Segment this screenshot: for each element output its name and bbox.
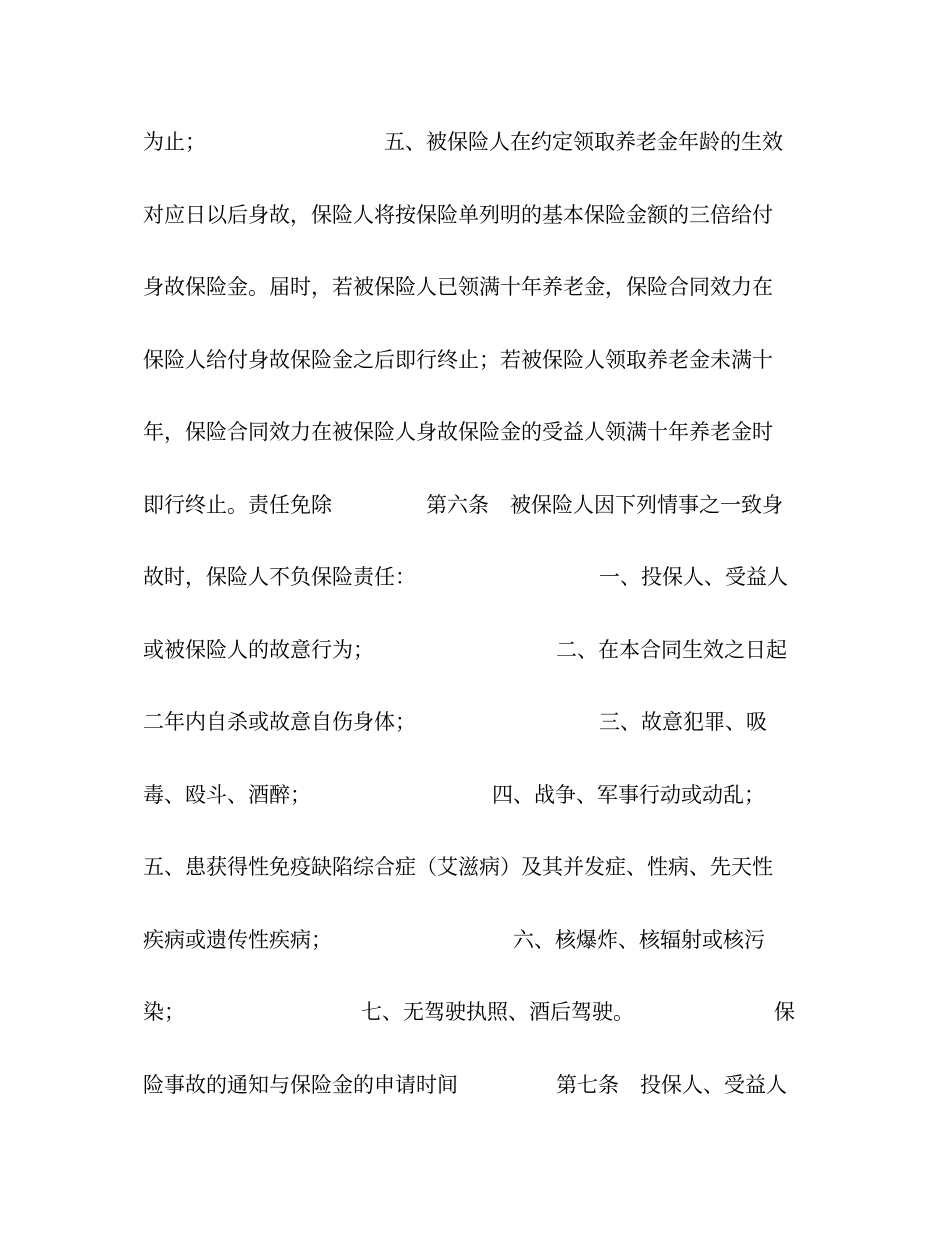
text-segment: 三、故意犯罪、吸 xyxy=(599,710,767,734)
text-line xyxy=(143,118,795,191)
text-segment: 五、患获得性免疫缺陷综合症（艾滋病）及其并发症、性病、先天性 xyxy=(143,855,773,879)
text-line xyxy=(143,626,795,699)
text-segment: 即行终止。责任免除 xyxy=(143,492,332,517)
document-body xyxy=(143,118,795,1133)
text-segment: 第七条 投保人、受益人 xyxy=(556,1072,787,1097)
text-segment: 二、在本合同生效之日起 xyxy=(556,637,787,662)
text-line xyxy=(143,408,795,481)
text-segment: 四、战争、军事行动或动乱； xyxy=(492,782,765,807)
text-segment: 五、被保险人在约定领取养老金年龄的生效 xyxy=(384,130,783,154)
text-line xyxy=(143,481,795,554)
text-line xyxy=(143,263,795,336)
text-segment: 第六条 被保险人因下列情事之一致身 xyxy=(426,492,783,517)
text-line xyxy=(143,553,795,626)
text-segment: 险事故的通知与保险金的申请时间 xyxy=(143,1072,458,1097)
text-segment: 身故保险金。届时，若被保险人已领满十年养老金，保险合同效力在 xyxy=(143,275,773,299)
text-line xyxy=(143,843,795,916)
text-segment: 二年内自杀或故意自伤身体； xyxy=(143,710,416,734)
text-segment: 对应日以后身故，保险人将按保险单列明的基本保险金额的三倍给付 xyxy=(143,202,773,227)
text-segment: 疾病或遗传性疾病； xyxy=(143,927,332,952)
text-segment: 毒、殴斗、酒醉； xyxy=(143,782,311,807)
text-line xyxy=(143,916,795,989)
text-line xyxy=(143,1061,795,1134)
text-line xyxy=(143,698,795,771)
text-line xyxy=(143,191,795,264)
text-segment: 故时，保险人不负保险责任： xyxy=(143,565,416,589)
text-line xyxy=(143,771,795,844)
text-segment: 染； xyxy=(143,1000,185,1024)
text-segment: 保 xyxy=(774,1000,795,1024)
text-segment: 年，保险合同效力在被保险人身故保险金的受益人领满十年养老金时 xyxy=(143,420,773,444)
text-segment: 一、投保人、受益人 xyxy=(599,565,788,589)
text-segment: 七、无驾驶执照、酒后驾驶。 xyxy=(361,1000,634,1024)
text-line xyxy=(143,336,795,409)
text-line xyxy=(143,988,795,1061)
text-segment: 或被保险人的故意行为； xyxy=(143,637,374,662)
text-segment: 保险人给付身故保险金之后即行终止；若被保险人领取养老金未满十 xyxy=(143,347,773,372)
text-segment: 六、核爆炸、核辐射或核污 xyxy=(513,927,765,952)
text-segment: 为止； xyxy=(143,130,206,154)
